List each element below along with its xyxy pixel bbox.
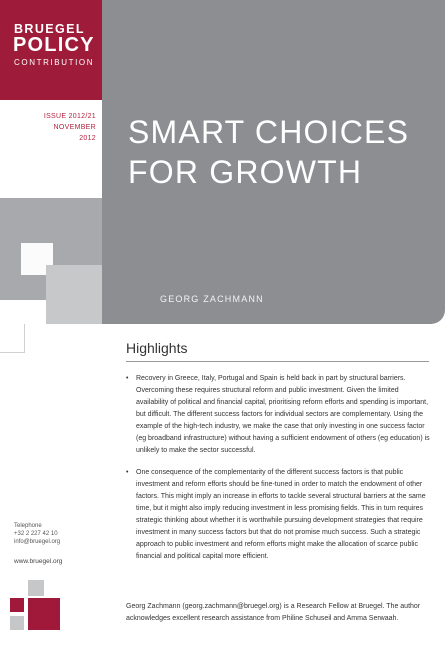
logo-square — [10, 598, 24, 612]
logo-square — [28, 580, 44, 596]
telephone-number: +32 2 227 42 10 — [14, 531, 58, 537]
brand-block — [0, 0, 102, 100]
brand-line-3: CONTRIBUTION — [14, 58, 95, 67]
email-link[interactable]: info@bruegel.org — [14, 539, 61, 545]
contact-info — [14, 522, 60, 546]
brand-line-1: BRUEGEL — [14, 22, 85, 36]
page-title — [128, 112, 409, 192]
logo-square — [10, 616, 24, 630]
highlights-divider — [126, 361, 429, 362]
issue-date: NOVEMBER 2012 — [53, 124, 96, 142]
highlights-list — [126, 373, 430, 573]
bruegel-logo-icon — [10, 580, 66, 636]
issue-number: ISSUE 2012/21 — [43, 113, 96, 120]
list-item: • One consequence of the complementarity of the different success factors is that public investment and reform efforts should be fine-tuned in order to match the endowment of other factors. This might imply an increase in efforts to tackle several structural barriers at the same time, but it might also imply reducing investment in less promising fields. This in turn requires strategic thinking about whether it is worthwhile pursuing development strategies that require investment in many success factors but that do not promise much success. Such a strategic approach to public investment and reform efforts might make the allocation of scarce public financial and political capital more efficient. — [126, 467, 430, 563]
title-line-2: FOR GROWTH — [128, 154, 363, 190]
decorative-square — [46, 265, 102, 324]
decorative-square — [0, 324, 25, 353]
brand-line-2: POLICY — [13, 34, 95, 56]
list-item: • Recovery in Greece, Italy, Portugal and Spain is held back in part by structural barriers. Overcoming these requires structural reform and public investment. Given the limited availability of political and financial capital, prioritising reform efforts and spending is important, but difficult. The different success factors for individual sectors are complementary. Using the example of the high-tech industry, we make the case that only investing in one success factor (eg broadband infrastructure) without having a sufficient endowment of others (eg education) is unlikely to make the sector successful. — [126, 373, 430, 457]
logo-square — [28, 598, 60, 630]
author-note: Georg Zachmann (georg.zachmann@bruegel.org) is a Research Fellow at Bruegel. The author acknowledges excellent research assistance from Philine Schuseil and Amma Serwaah. — [126, 603, 421, 622]
author-name: GEORG ZACHMANN — [160, 294, 264, 304]
title-line-1: SMART CHOICES — [128, 114, 410, 150]
website-link[interactable]: www.bruegel.org — [14, 558, 63, 565]
telephone-label: Telephone — [14, 523, 42, 529]
highlights-heading: Highlights — [126, 340, 188, 356]
issue-info — [40, 111, 96, 144]
